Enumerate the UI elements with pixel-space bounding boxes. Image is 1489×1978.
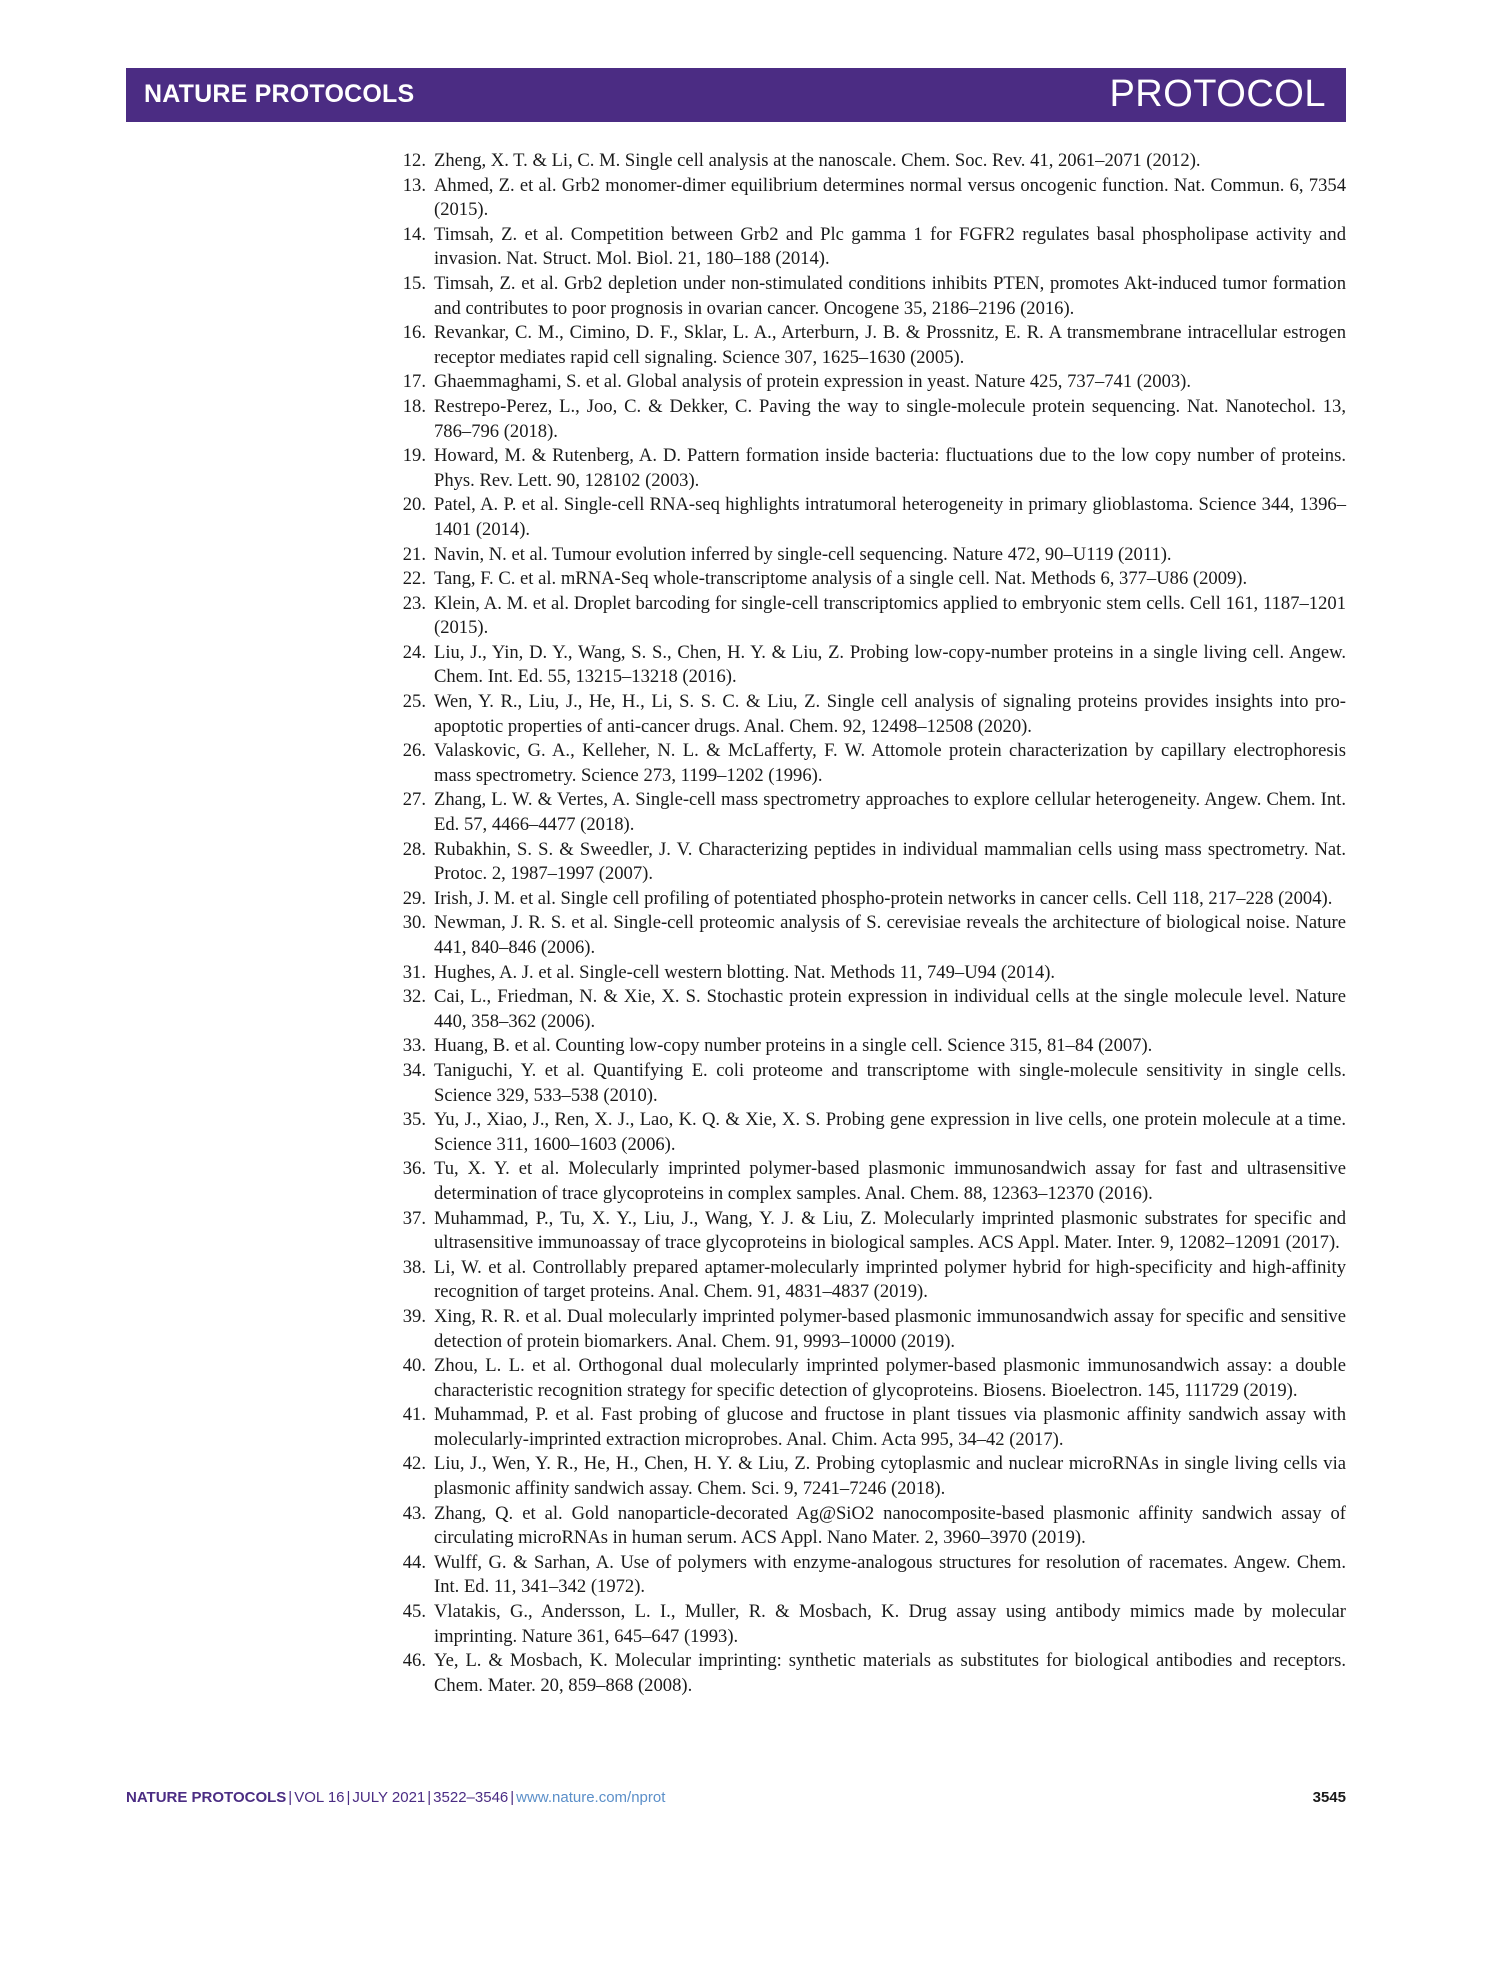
reference-text: Zhou, L. L. et al. Orthogonal dual molecularly imprinted polymer-based plasmonic immunosandwich assay: a double characteristic recognition strategy for specific detection of glycoproteins. Biosens. Bioelectron. 145, 111729 (2019). — [434, 1355, 1346, 1401]
reference-text: Hughes, A. J. et al. Single-cell western blotting. Nat. Methods 11, 749–U94 (2014). — [434, 961, 1056, 983]
reference-number: 16. — [402, 322, 426, 344]
journal-name: NATURE PROTOCOLS — [144, 80, 415, 108]
reference-list — [394, 149, 1346, 1698]
footer-separator: | — [427, 1789, 432, 1806]
reference-item — [394, 1256, 1346, 1305]
reference-number: 23. — [402, 592, 426, 614]
reference-text: Huang, B. et al. Counting low-copy number proteins in a single cell. Science 315, 81–84 (2007). — [434, 1035, 1153, 1057]
reference-item — [394, 1207, 1346, 1256]
article-type: PROTOCOL — [1109, 73, 1326, 115]
reference-item — [394, 788, 1346, 837]
reference-item — [394, 1305, 1346, 1354]
reference-item — [394, 493, 1346, 542]
reference-item — [394, 1108, 1346, 1157]
reference-text: Revankar, C. M., Cimino, D. F., Sklar, L. A., Arterburn, J. B. & Prossnitz, E. R. A transmembrane intracellular estrogen receptor mediates rapid cell signaling. Science 307, 1625–1630 (2005). — [434, 322, 1346, 368]
footer-separator: | — [346, 1789, 351, 1806]
reference-text: Li, W. et al. Controllably prepared aptamer-molecularly imprinted polymer hybrid for high-specificity and high-affinity recognition of target proteins. Anal. Chem. 91, 4831–4837 (2019). — [434, 1256, 1346, 1303]
reference-number: 20. — [402, 494, 426, 516]
reference-text: Zhang, L. W. & Vertes, A. Single-cell mass spectrometry approaches to explore cellular heterogeneity. Angew. Chem. Int. Ed. 57, 4466–4477 (2018). — [434, 789, 1346, 836]
reference-number: 46. — [402, 1650, 426, 1672]
reference-number: 39. — [402, 1305, 426, 1327]
reference-text: Liu, J., Wen, Y. R., He, H., Chen, H. Y. & Liu, Z. Probing cytoplasmic and nuclear microRNAs in single living cells via plasmonic affinity sandwich assay. Chem. Sci. 9, 7241–7246 (2018). — [434, 1453, 1346, 1500]
reference-text: Timsah, Z. et al. Grb2 depletion under non-stimulated conditions inhibits PTEN, promotes Akt-induced tumor formation and contributes to poor prognosis in ovarian cancer. Oncogene 35, 2186–2196 (2016). — [434, 272, 1346, 319]
reference-number: 12. — [402, 150, 426, 171]
header-bar — [126, 68, 1346, 122]
footer-journal: NATURE PROTOCOLS — [126, 1789, 287, 1806]
reference-text: Wulff, G. & Sarhan, A. Use of polymers with enzyme-analogous structures for resolution of racemates. Angew. Chem. Int. Ed. 11, 341–342 (1972). — [434, 1551, 1346, 1598]
footer-separator: | — [288, 1789, 293, 1806]
reference-item — [394, 543, 1346, 568]
reference-number: 37. — [402, 1207, 426, 1229]
reference-text: Zhang, Q. et al. Gold nanoparticle-decorated Ag@SiO2 nanocomposite-based plasmonic affinity sandwich assay of circulating microRNAs in human serum. ACS Appl. Nano Mater. 2, 3960–3970 (2019). — [434, 1502, 1346, 1549]
reference-text: Ahmed, Z. et al. Grb2 monomer-dimer equilibrium determines normal versus oncogenic function. Nat. Commun. 6, 7354 (2015). — [434, 174, 1346, 221]
reference-text: Ye, L. & Mosbach, K. Molecular imprinting: synthetic materials as substitutes for biological antibodies and receptors. Chem. Mater. 20, 859–868 (2008). — [434, 1650, 1346, 1696]
reference-text: Tang, F. C. et al. mRNA-Seq whole-transcriptome analysis of a single cell. Nat. Methods 6, 377–U86 (2009). — [434, 568, 1248, 590]
reference-text: Cai, L., Friedman, N. & Xie, X. S. Stochastic protein expression in individual cells at the single molecule level. Nature 440, 358–362 (2006). — [434, 986, 1346, 1032]
reference-item — [394, 370, 1346, 395]
reference-item — [394, 395, 1346, 444]
reference-text: Rubakhin, S. S. & Sweedler, J. V. Characterizing peptides in individual mammalian cells using mass spectrometry. Nat. Protoc. 2, 1987–1997 (2007). — [434, 838, 1346, 885]
reference-text: Wen, Y. R., Liu, J., He, H., Li, S. S. C. & Liu, Z. Single cell analysis of signaling proteins provides insights into pro-apoptotic properties of anti-cancer drugs. Anal. Chem. 92, 12498–12508 (2020). — [434, 691, 1346, 737]
reference-item — [394, 149, 1346, 174]
reference-text: Muhammad, P. et al. Fast probing of glucose and fructose in plant tissues via plasmonic affinity sandwich assay with molecularly-imprinted extraction microprobes. Anal. Chim. Acta 995, 34–42 (2017). — [434, 1404, 1346, 1450]
reference-number: 43. — [402, 1502, 426, 1524]
reference-text: Yu, J., Xiao, J., Ren, X. J., Lao, K. Q. & Xie, X. S. Probing gene expression in live cells, one protein molecule at a time. Science 311, 1600–1603 (2006). — [434, 1109, 1346, 1155]
reference-number: 14. — [402, 223, 426, 245]
reference-number: 13. — [402, 174, 426, 196]
reference-number: 40. — [402, 1355, 426, 1377]
reference-text: Muhammad, P., Tu, X. Y., Liu, J., Wang, Y. J. & Liu, Z. Molecularly imprinted plasmonic substrates for specific and ultrasensitive immunoassay of trace glycoproteins in biological samples. ACS Appl. Mater. Inter. 9, 12082–12091 (2017). — [434, 1207, 1346, 1254]
reference-number: 18. — [402, 395, 426, 417]
reference-item — [394, 641, 1346, 690]
reference-item — [394, 739, 1346, 788]
reference-number: 26. — [402, 740, 426, 762]
reference-text: Tu, X. Y. et al. Molecularly imprinted polymer-based plasmonic immunosandwich assay for fast and ultrasensitive determination of trace glycoproteins in complex samples. Anal. Chem. 88, 12363–12370 (2016). — [434, 1158, 1346, 1204]
reference-number: 21. — [402, 543, 426, 565]
reference-number: 31. — [402, 961, 426, 983]
footer-pages: 3522–3546 — [433, 1789, 509, 1806]
reference-item — [394, 1059, 1346, 1108]
reference-number: 32. — [402, 986, 426, 1008]
reference-number: 38. — [402, 1256, 426, 1278]
reference-item — [394, 1354, 1346, 1403]
reference-text: Zheng, X. T. & Li, C. M. Single cell analysis at the nanoscale. Chem. Soc. Rev. 41, 2061–2071 (2012). — [434, 150, 1201, 171]
reference-number: 33. — [402, 1035, 426, 1057]
reference-text: Vlatakis, G., Andersson, L. I., Muller, R. & Mosbach, K. Drug assay using antibody mimics made by molecular imprinting. Nature 361, 645–647 (1993). — [434, 1601, 1346, 1647]
reference-item — [394, 272, 1346, 321]
reference-number: 19. — [402, 445, 426, 467]
reference-item — [394, 592, 1346, 641]
footer-volume: VOL 16 — [294, 1789, 345, 1806]
reference-item — [394, 887, 1346, 912]
reference-number: 27. — [402, 789, 426, 811]
reference-text: Howard, M. & Rutenberg, A. D. Pattern formation inside bacteria: fluctuations due to the low copy number of proteins. Phys. Rev. Lett. 90, 128102 (2003). — [434, 445, 1346, 491]
footer-citation — [126, 1789, 665, 1806]
reference-number: 29. — [402, 887, 426, 909]
reference-number: 41. — [402, 1404, 426, 1426]
footer-separator: | — [510, 1789, 515, 1806]
reference-text: Newman, J. R. S. et al. Single-cell proteomic analysis of S. cerevisiae reveals the architecture of biological noise. Nature 441, 840–846 (2006). — [434, 912, 1346, 958]
reference-item — [394, 838, 1346, 887]
reference-number: 34. — [402, 1059, 426, 1081]
reference-number: 25. — [402, 691, 426, 713]
reference-item — [394, 174, 1346, 223]
reference-number: 22. — [402, 568, 426, 590]
reference-number: 24. — [402, 641, 426, 663]
reference-text: Navin, N. et al. Tumour evolution inferred by single-cell sequencing. Nature 472, 90–U119 (2011). — [434, 543, 1172, 565]
reference-number: 42. — [402, 1453, 426, 1475]
reference-text: Ghaemmaghami, S. et al. Global analysis of protein expression in yeast. Nature 425, 737–741 (2003). — [434, 371, 1192, 393]
reference-item — [394, 1649, 1346, 1698]
reference-text: Valaskovic, G. A., Kelleher, N. L. & McLafferty, F. W. Attomole protein characterization by capillary electrophoresis mass spectrometry. Science 273, 1199–1202 (1996). — [434, 740, 1346, 786]
page-number: 3545 — [1312, 1789, 1346, 1806]
reference-text: Patel, A. P. et al. Single-cell RNA-seq highlights intratumoral heterogeneity in primary glioblastoma. Science 344, 1396–1401 (2014). — [434, 494, 1346, 540]
reference-number: 44. — [402, 1551, 426, 1573]
reference-item — [394, 1403, 1346, 1452]
reference-item — [394, 961, 1346, 986]
reference-text: Restrepo-Perez, L., Joo, C. & Dekker, C. Paving the way to single-molecule protein sequencing. Nat. Nanotechol. 13, 786–796 (2018). — [434, 395, 1346, 442]
footer-date: JULY 2021 — [352, 1789, 426, 1806]
reference-item — [394, 1502, 1346, 1551]
reference-number: 30. — [402, 912, 426, 934]
reference-number: 35. — [402, 1109, 426, 1131]
reference-item — [394, 1157, 1346, 1206]
footer — [126, 1789, 1346, 1811]
reference-number: 15. — [402, 272, 426, 294]
reference-item — [394, 1452, 1346, 1501]
reference-text: Irish, J. M. et al. Single cell profiling of potentiated phospho-protein networks in cancer cells. Cell 118, 217–228 (2004). — [434, 887, 1333, 909]
footer-url-link[interactable]: www.nature.com/nprot — [516, 1789, 666, 1806]
reference-item — [394, 1600, 1346, 1649]
reference-text: Liu, J., Yin, D. Y., Wang, S. S., Chen, H. Y. & Liu, Z. Probing low-copy-number proteins in a single living cell. Angew. Chem. Int. Ed. 55, 13215–13218 (2016). — [434, 641, 1346, 688]
reference-item — [394, 1034, 1346, 1059]
reference-item — [394, 444, 1346, 493]
reference-text: Xing, R. R. et al. Dual molecularly imprinted polymer-based plasmonic immunosandwich assay for specific and sensitive detection of protein biomarkers. Anal. Chem. 91, 9993–10000 (2019). — [434, 1305, 1346, 1352]
reference-number: 45. — [402, 1601, 426, 1623]
reference-text: Klein, A. M. et al. Droplet barcoding for single-cell transcriptomics applied to embryonic stem cells. Cell 161, 1187–1201 (2015). — [434, 592, 1346, 639]
reference-item — [394, 911, 1346, 960]
reference-item — [394, 223, 1346, 272]
reference-text: Taniguchi, Y. et al. Quantifying E. coli proteome and transcriptome with single-molecule sensitivity in single cells. Science 329, 533–538 (2010). — [434, 1059, 1346, 1106]
reference-item — [394, 567, 1346, 592]
reference-item — [394, 690, 1346, 739]
reference-number: 17. — [402, 371, 426, 393]
reference-number: 28. — [402, 838, 426, 860]
reference-item — [394, 1551, 1346, 1600]
reference-item — [394, 321, 1346, 370]
reference-text: Timsah, Z. et al. Competition between Grb2 and Plc gamma 1 for FGFR2 regulates basal phospholipase activity and invasion. Nat. Struct. Mol. Biol. 21, 180–188 (2014). — [434, 223, 1346, 270]
reference-number: 36. — [402, 1158, 426, 1180]
reference-item — [394, 985, 1346, 1034]
